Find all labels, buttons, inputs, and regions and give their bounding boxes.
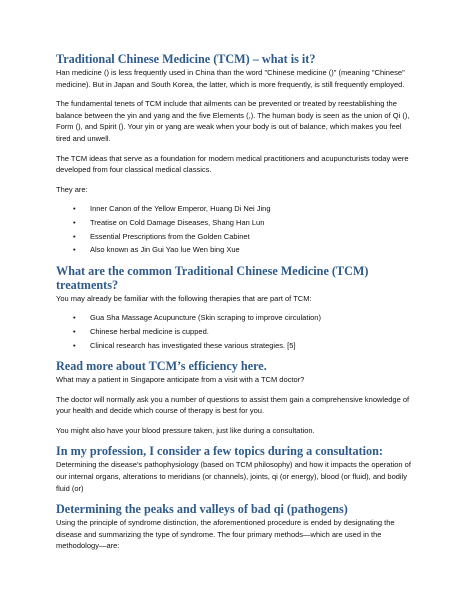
classics-list: [56, 203, 418, 255]
paragraph: The doctor will normally ask you a number of questions to assist them gain a comprehensive knowledge of your health and decide which course of therapy is best for you.: [56, 394, 410, 416]
section-efficiency: [56, 359, 418, 436]
list-item: [73, 312, 418, 324]
list-item-text: Treatise on Cold Damage Diseases, Shang Han Lun: [90, 217, 265, 227]
list-item: [73, 340, 418, 352]
list-item: [73, 203, 418, 215]
bullet-icon: •: [73, 245, 76, 255]
bullet-icon: •: [73, 204, 76, 214]
paragraph: They are:: [56, 184, 88, 194]
bullet-icon: •: [73, 340, 76, 350]
bullet-icon: •: [73, 231, 76, 241]
list-item: [73, 231, 418, 243]
paragraph: The TCM ideas that serve as a foundation for modern medical practitioners and acupuncturists today were developed from four classical medical classics.: [56, 153, 409, 175]
section-consultation-topics: [56, 444, 418, 494]
paragraph: You might also have your blood pressure taken, just like during a consultation.: [56, 425, 315, 435]
list-item-text: Clinical research has investigated these various strategies. [5]: [90, 340, 296, 350]
section-treatments: [56, 264, 418, 351]
paragraph: What may a patient in Singapore anticipate from a visit with a TCM doctor?: [56, 375, 305, 385]
bullet-icon: •: [73, 313, 76, 323]
bullet-icon: •: [73, 217, 76, 227]
heading-consultation-topics: In my profession, I consider a few topics during a consultation:: [56, 444, 383, 459]
treatments-list: [56, 312, 418, 351]
heading-efficiency: Read more about TCM’s efficiency here.: [56, 359, 267, 374]
paragraph: Han medicine () is less frequently used in China than the word "Chinese medicine ()" (meaning "Chinese" medicine). But in Japan and South Korea, the latter, which is more frequently, is still frequently employed.: [56, 68, 405, 89]
paragraph: The fundamental tenets of TCM include that ailments can be prevented or treated by reestablishing the balance between the yin and yang and the five Elements (,). The human body is seen as the union of Qi (), Form (), and Spirit (). Your yin or yang are weak when your body is out of balance, which makes you feel tired and unwell.: [56, 99, 410, 143]
section-what-is-tcm: [56, 52, 418, 256]
bullet-icon: •: [73, 326, 76, 336]
list-item-text: Chinese herbal medicine is cupped.: [90, 326, 209, 336]
section-peaks-valleys: [56, 502, 418, 552]
heading-peaks-valleys: Determining the peaks and valleys of bad qi (pathogens): [56, 502, 348, 517]
list-item: [73, 244, 418, 256]
paragraph: Determining the disease’s pathophysiology (based on TCM philosophy) and how it impacts the operation of our internal organs, alterations to meridians (or channels), joints, qi (or energy), blood (or fluid), and bodily fluid (or): [56, 460, 411, 493]
list-item: [73, 326, 418, 338]
list-item-text: Gua Sha Massage Acupuncture (Skin scraping to improve circulation): [90, 313, 321, 323]
heading-what-is-tcm: Traditional Chinese Medicine (TCM) – what is it?: [56, 52, 316, 66]
list-item-text: Also known as Jin Gui Yao lue Wen bing Xue: [90, 245, 240, 255]
heading-treatments: What are the common Traditional Chinese Medicine (TCM) treatments?: [56, 263, 369, 292]
paragraph: Using the principle of syndrome distinction, the aforementioned procedure is ended by designating the disease and summarizing the type of syndrome. The four primary methods—which are used in the methodology—are:: [56, 518, 395, 551]
paragraph: You may already be familiar with the following therapies that are part of TCM:: [56, 293, 312, 303]
list-item-text: Essential Prescriptions from the Golden Cabinet: [90, 231, 250, 241]
list-item-text: Inner Canon of the Yellow Emperor, Huang Di Nei Jing: [90, 204, 271, 214]
list-item: [73, 217, 418, 229]
